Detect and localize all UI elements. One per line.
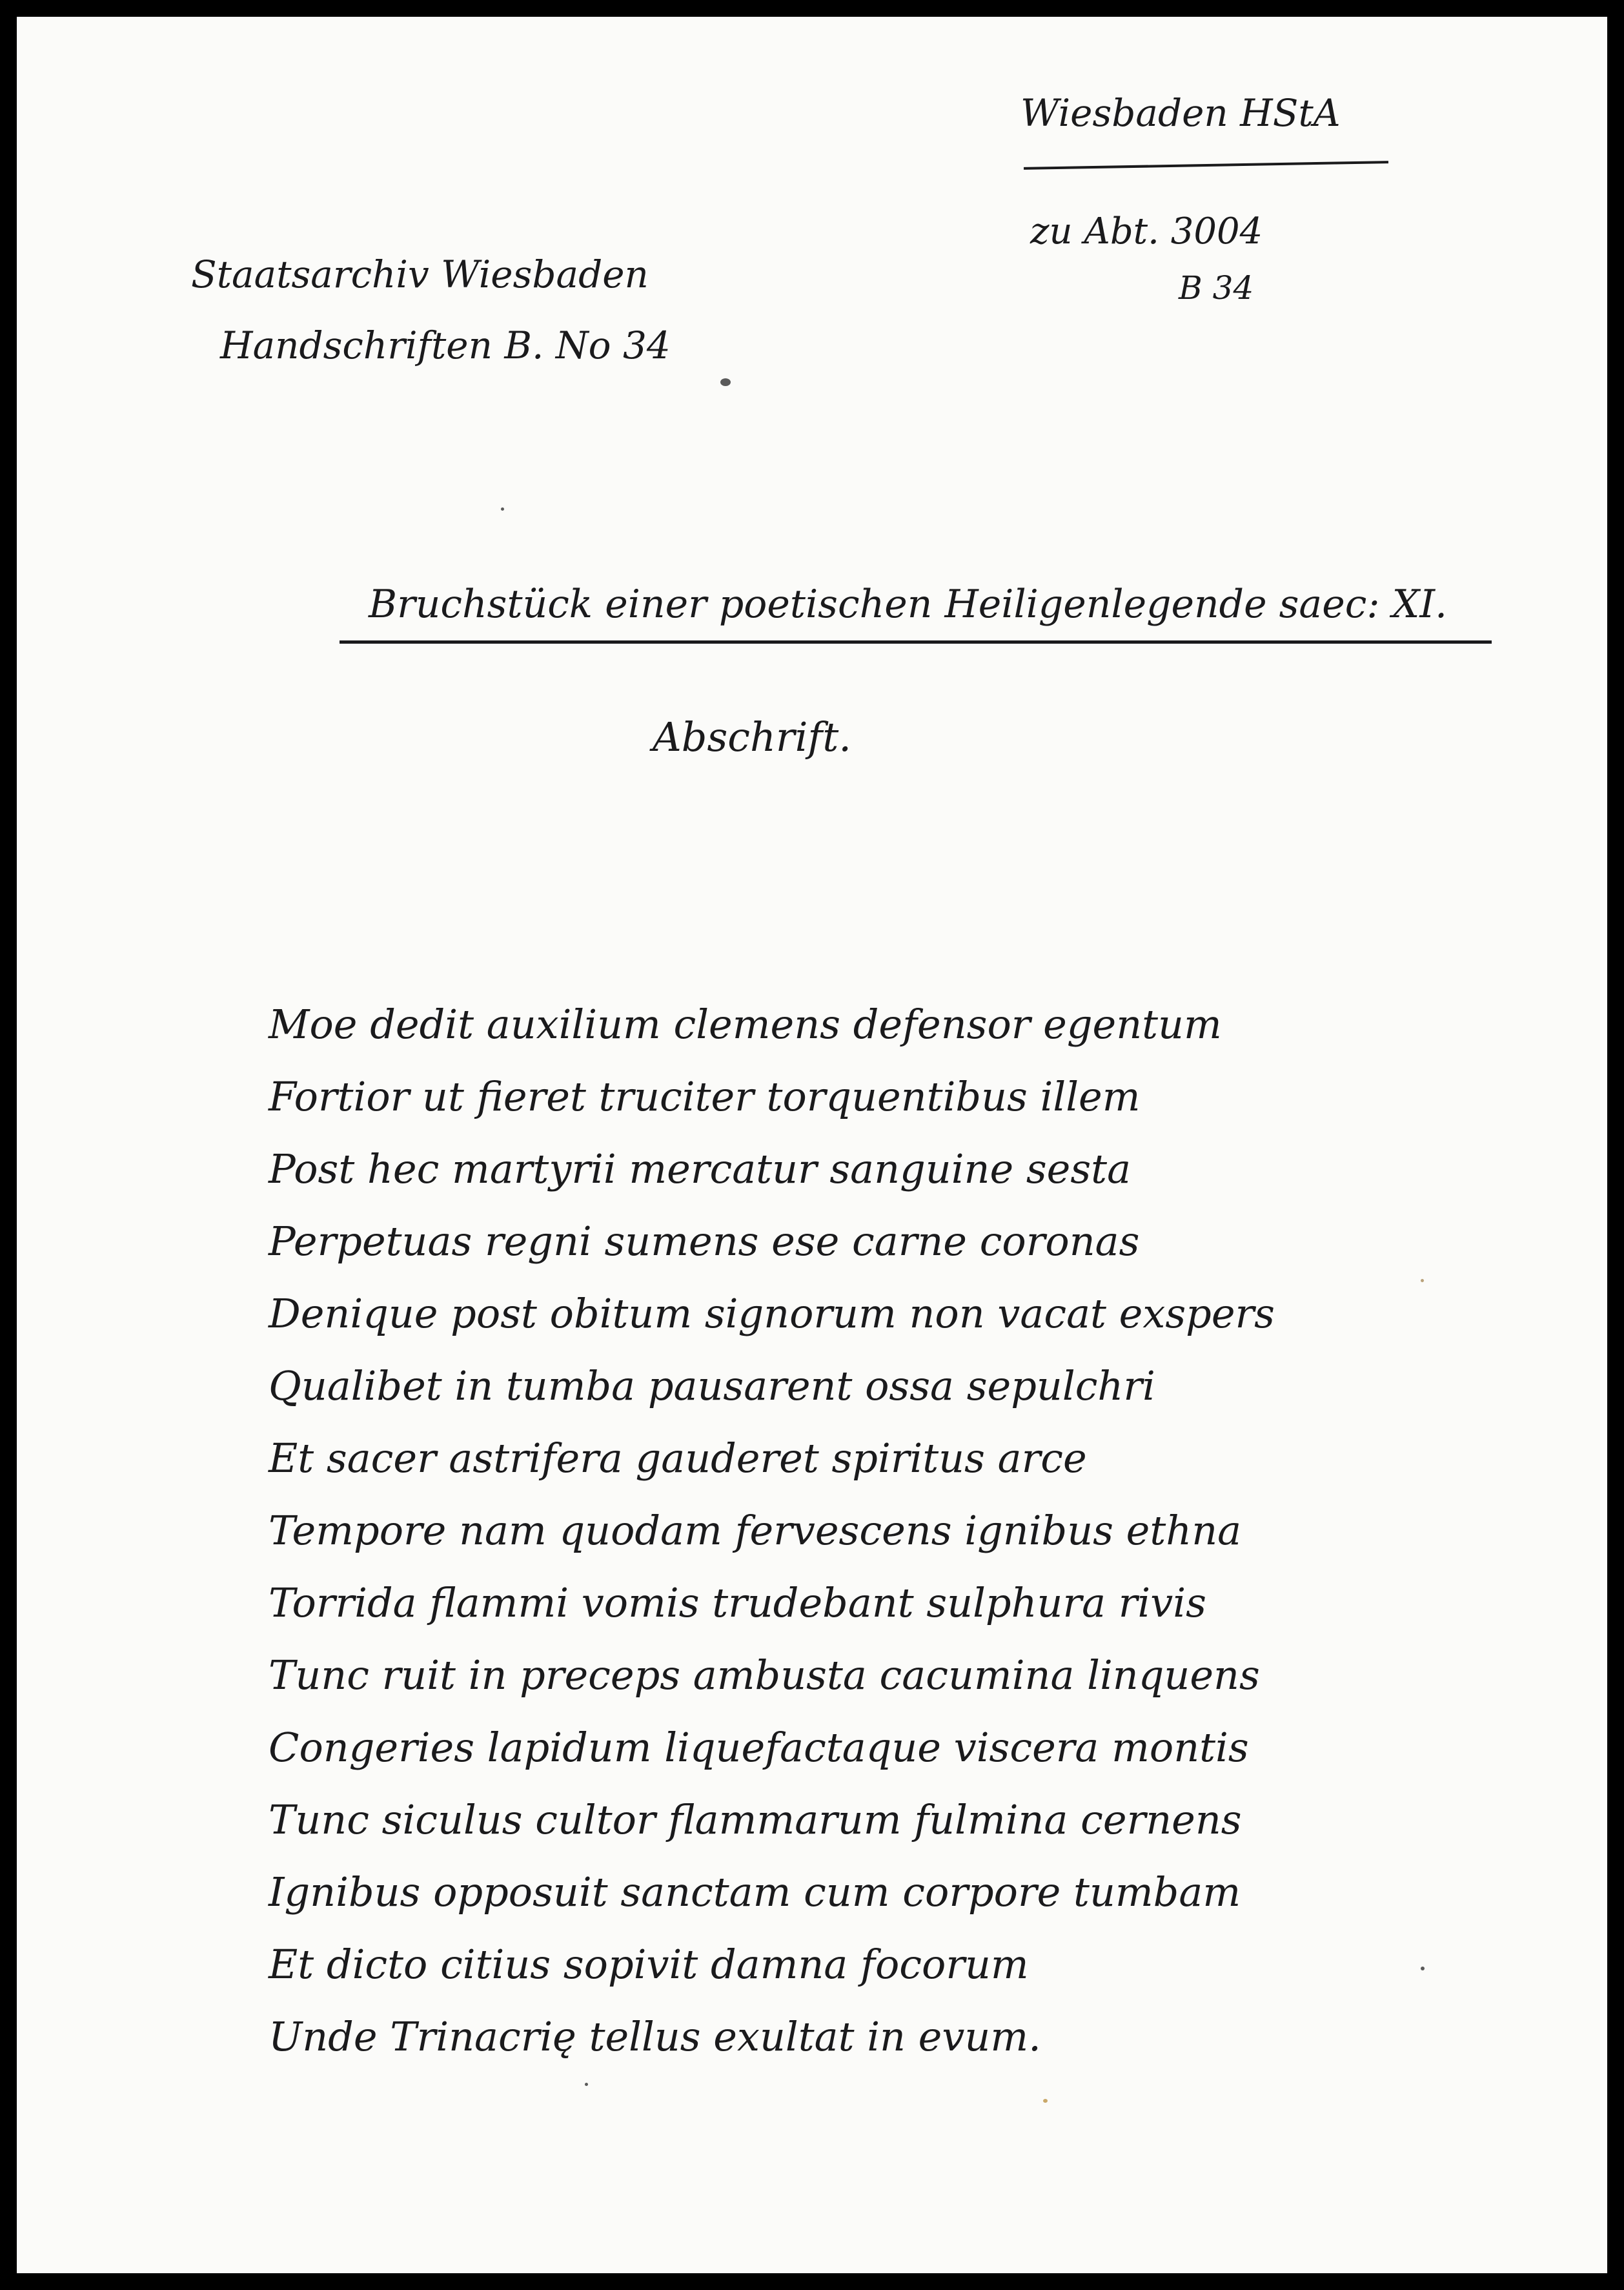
signature-sub: B 34 [1179, 269, 1254, 307]
paper-speck [1421, 1279, 1424, 1282]
document-subtitle: Abschrift. [653, 713, 851, 761]
verse-line: Fortior ut fieret truciter torquentibus illem [269, 1073, 1141, 1120]
verse-line: Congeries lapidum liquefactaque viscera montis [269, 1724, 1249, 1771]
archive-stamp: Wiesbaden HStA [1020, 91, 1341, 135]
verse-line: Perpetuas regni sumens ese carne coronas [269, 1218, 1140, 1265]
verse-line: Moe dedit auxilium clemens defensor egentum [269, 1001, 1222, 1048]
paper-speck [720, 378, 731, 386]
verse-line: Torrida flammi vomis trudebant sulphura rivis [269, 1579, 1206, 1626]
source-archive: Staatsarchiv Wiesbaden [191, 252, 649, 296]
paper-speck [1421, 1967, 1425, 1970]
paper-speck [501, 507, 504, 511]
verse-line: Tunc ruit in preceps ambusta cacumina linquens [269, 1651, 1260, 1699]
verse-line: Et dicto citius sopivit damna focorum [269, 1941, 1029, 1988]
verse-line: Post hec martyrii mercatur sanguine sesta [269, 1145, 1132, 1192]
verse-line: Qualibet in tumba pausarent ossa sepulchri [269, 1362, 1155, 1409]
verse-line: Ignibus opposuit sanctam cum corpore tumbam [269, 1868, 1241, 1916]
archive-stamp-underline [1024, 161, 1388, 170]
paper-speck [1043, 2099, 1048, 2103]
verse-line: Denique post obitum signorum non vacat exspers [269, 1290, 1275, 1337]
verse-line: Tunc siculus cultor flammarum fulmina cernens [269, 1796, 1242, 1843]
signature-reference: zu Abt. 3004 [1030, 210, 1263, 252]
document-page [17, 17, 1607, 2273]
document-title: Bruchstück einer poetischen Heiligenlegende saec: XI. [369, 582, 1448, 627]
paper-speck [585, 2083, 588, 2086]
verse-line: Et sacer astrifera gauderet spiritus arce [269, 1435, 1087, 1482]
verse-line: Unde Trinacrię tellus exultat in evum. [269, 2013, 1041, 2060]
verse-list [269, 988, 1275, 2073]
verse-line: Tempore nam quodam fervescens ignibus ethna [269, 1507, 1242, 1554]
title-underline [340, 640, 1492, 644]
source-manuscript: Handschriften B. No 34 [220, 323, 671, 367]
